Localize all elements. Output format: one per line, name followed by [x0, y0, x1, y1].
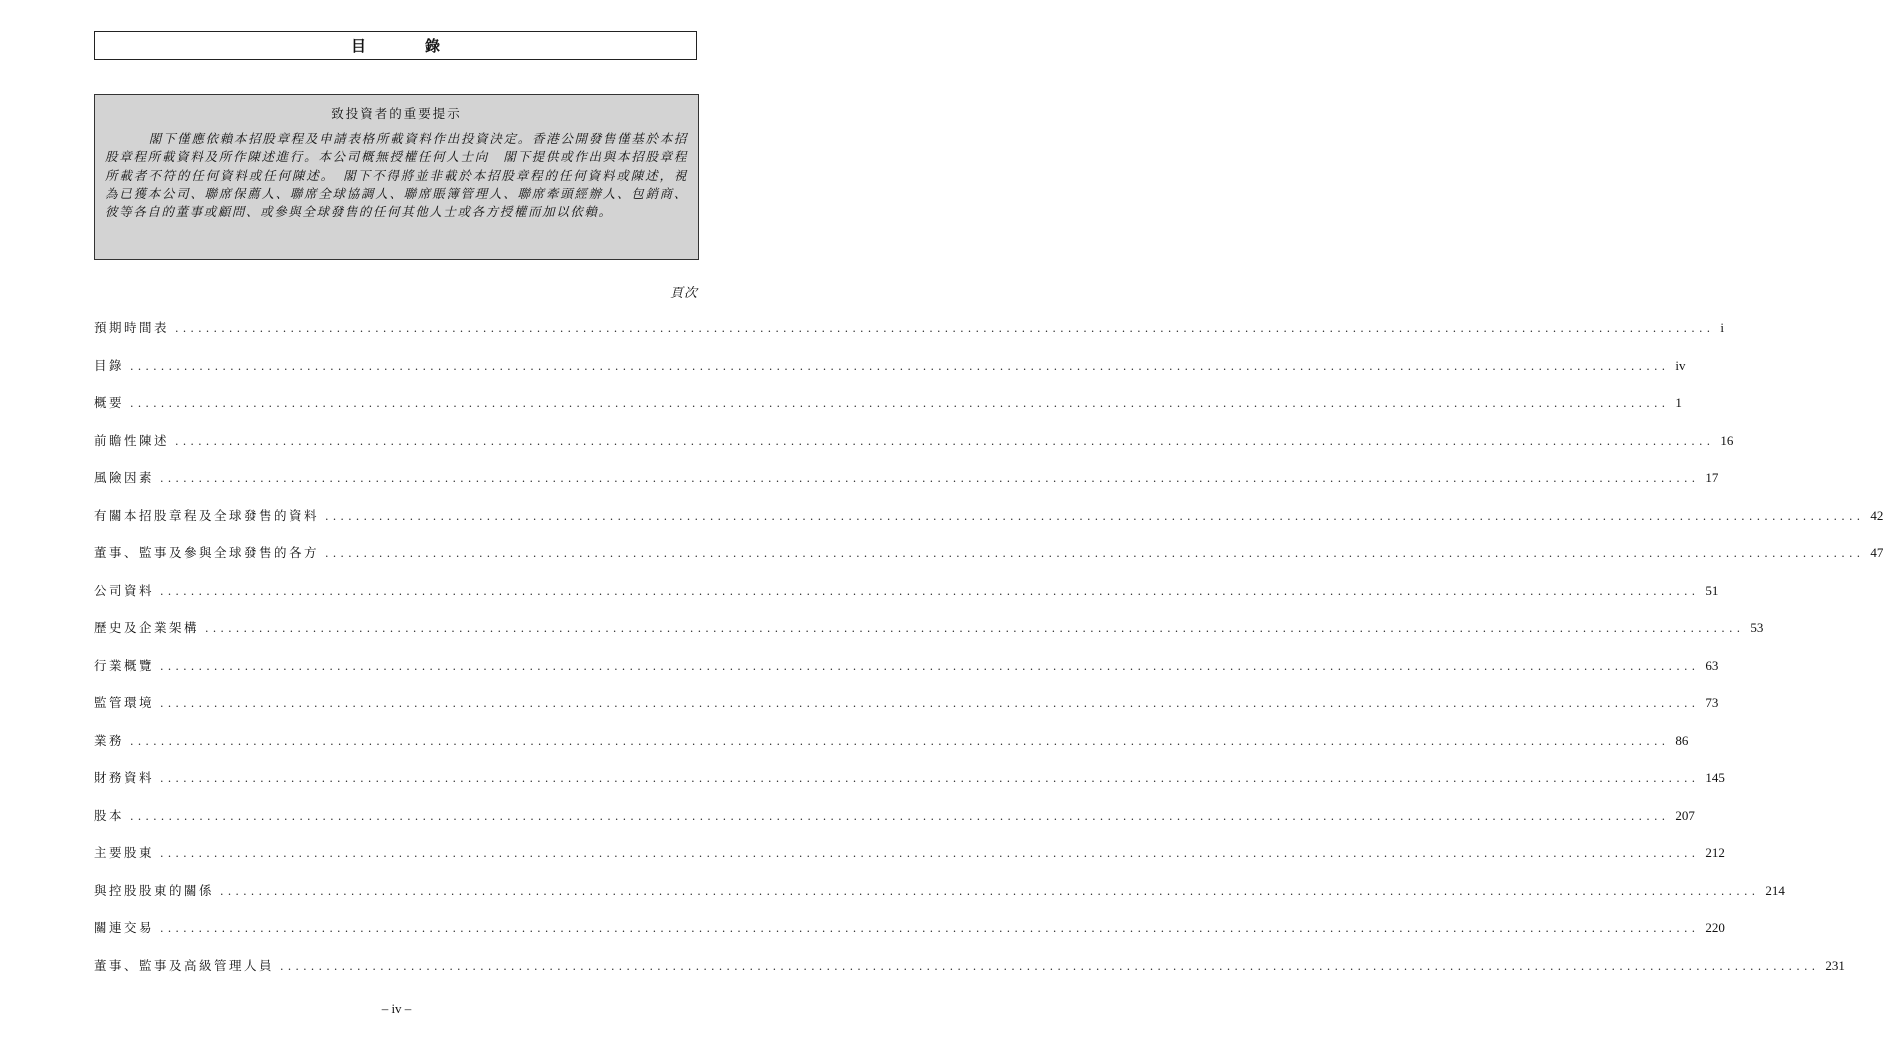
toc-entry-label: 股本 — [94, 807, 125, 823]
toc-entry-label: 有關本招股章程及全球發售的資料 — [94, 507, 320, 523]
toc-entry[interactable] — [94, 768, 1725, 806]
toc-leader-dots: ........................................................................................................................................................................................................ — [130, 397, 1670, 410]
toc-entry[interactable] — [94, 806, 1695, 844]
toc-entry[interactable] — [94, 618, 1764, 656]
toc-entry-label: 預期時間表 — [94, 320, 170, 335]
toc-entry-label: 前瞻性陳述 — [94, 432, 170, 448]
toc-leader-dots: ........................................................................................................................................................................................................ — [205, 622, 1745, 635]
toc-entry-page: 63 — [1705, 657, 1719, 673]
toc-leader-dots: ........................................................................................................................................................................................................ — [175, 322, 1715, 335]
toc-leader-dots: ........................................................................................................................................................................................................ — [160, 472, 1700, 485]
toc-leader-dots: ........................................................................................................................................................................................................ — [130, 734, 1670, 748]
toc-entry-label: 主要股東 — [94, 845, 155, 860]
toc-entry-page: 73 — [1705, 695, 1719, 710]
toc-entry-label: 與控股股東的關係 — [94, 882, 215, 898]
toc-entry-page: 47 — [1870, 545, 1883, 560]
toc-entry-page: 231 — [1825, 957, 1845, 973]
toc-leader-dots: ........................................................................................................................................................................................................ — [130, 359, 1670, 373]
page-title-box — [94, 31, 697, 60]
toc-entry[interactable] — [94, 431, 1734, 469]
toc-entry[interactable] — [94, 843, 1725, 881]
table-of-contents — [94, 318, 1883, 993]
toc-leader-dots: ........................................................................................................................................................................................................ — [175, 434, 1715, 448]
footer-page-number: – iv – — [381, 1001, 412, 1016]
toc-entry-label: 監管環境 — [94, 695, 155, 710]
notice-title: 致投資者的重要提示 — [331, 106, 462, 121]
toc-entry-label: 董事、監事及高級管理人員 — [94, 957, 275, 973]
toc-entry[interactable] — [94, 731, 1689, 769]
page-title: 目 錄 — [350, 37, 462, 55]
toc-entry[interactable] — [94, 956, 1845, 994]
toc-leader-dots: ........................................................................................................................................................................................................ — [160, 659, 1700, 673]
toc-entry[interactable] — [94, 356, 1686, 394]
toc-entry-page: 42 — [1870, 507, 1883, 523]
toc-entry-page: 53 — [1750, 620, 1764, 635]
toc-entry-page: 214 — [1765, 882, 1785, 898]
toc-entry-page: 17 — [1705, 470, 1719, 485]
toc-leader-dots: ........................................................................................................................................................................................................ — [130, 809, 1670, 823]
toc-entry-page: 1 — [1675, 395, 1682, 410]
toc-entry-label: 概要 — [94, 395, 125, 410]
toc-entry-label: 公司資料 — [94, 582, 155, 598]
toc-entry-label: 董事、監事及參與全球發售的各方 — [94, 545, 320, 560]
toc-leader-dots: ........................................................................................................................................................................................................ — [160, 922, 1700, 935]
toc-entry[interactable] — [94, 318, 1724, 356]
page-column-label: 頁次 — [669, 286, 698, 301]
toc-entry-page: i — [1720, 320, 1724, 335]
toc-entry-page: 212 — [1705, 845, 1725, 860]
toc-entry-label: 目錄 — [94, 357, 125, 373]
toc-entry[interactable] — [94, 581, 1719, 619]
toc-entry-page: 220 — [1705, 920, 1725, 935]
toc-entry-label: 財務資料 — [94, 770, 155, 785]
toc-leader-dots: ........................................................................................................................................................................................................ — [220, 884, 1760, 898]
toc-entry-page: iv — [1675, 357, 1686, 373]
toc-leader-dots: ........................................................................................................................................................................................................ — [280, 959, 1820, 973]
toc-entry[interactable] — [94, 656, 1719, 694]
toc-entry-label: 風險因素 — [94, 470, 155, 485]
toc-entry[interactable] — [94, 881, 1785, 919]
toc-leader-dots: ........................................................................................................................................................................................................ — [325, 547, 1865, 560]
toc-entry-page: 51 — [1705, 582, 1719, 598]
toc-entry[interactable] — [94, 918, 1725, 956]
toc-entry-label: 業務 — [94, 732, 125, 748]
toc-entry-page: 16 — [1720, 432, 1734, 448]
toc-entry-label: 行業概覽 — [94, 657, 155, 673]
toc-leader-dots: ........................................................................................................................................................................................................ — [160, 584, 1700, 598]
toc-entry-page: 207 — [1675, 807, 1695, 823]
toc-leader-dots: ........................................................................................................................................................................................................ — [160, 697, 1700, 710]
toc-entry[interactable] — [94, 468, 1719, 506]
toc-leader-dots: ........................................................................................................................................................................................................ — [160, 772, 1700, 785]
toc-entry-page: 86 — [1675, 732, 1689, 748]
toc-entry[interactable] — [94, 543, 1883, 581]
toc-leader-dots: ........................................................................................................................................................................................................ — [325, 509, 1865, 523]
notice-body: 閣下僅應依賴本招股章程及申請表格所載資料作出投資決定。香港公開發售僅基於本招股章程所載資料及所作陳述進行。本公司概無授權任何人士向 閣下提供或作出與本招股章程所載者不符的任何資料或任何陳述。 閣下不得將並非載於本招股章程的任何資料或陳述，視為已獲本公司、聯席保薦人、聯席全球協調人、聯席賬簿管理人、聯席牽頭經辦人、包銷商、彼等各自的董事或顧問、或參與全球發售的任何其他人士或各方授權而加以依賴。 — [105, 131, 688, 220]
investor-notice-box — [94, 94, 699, 260]
toc-entry-page: 145 — [1705, 770, 1725, 785]
toc-entry[interactable] — [94, 693, 1719, 731]
toc-leader-dots: ........................................................................................................................................................................................................ — [160, 847, 1700, 860]
toc-entry-label: 關連交易 — [94, 920, 155, 935]
toc-entry[interactable] — [94, 506, 1883, 544]
toc-entry-label: 歷史及企業架構 — [94, 620, 200, 635]
toc-entry[interactable] — [94, 393, 1682, 431]
